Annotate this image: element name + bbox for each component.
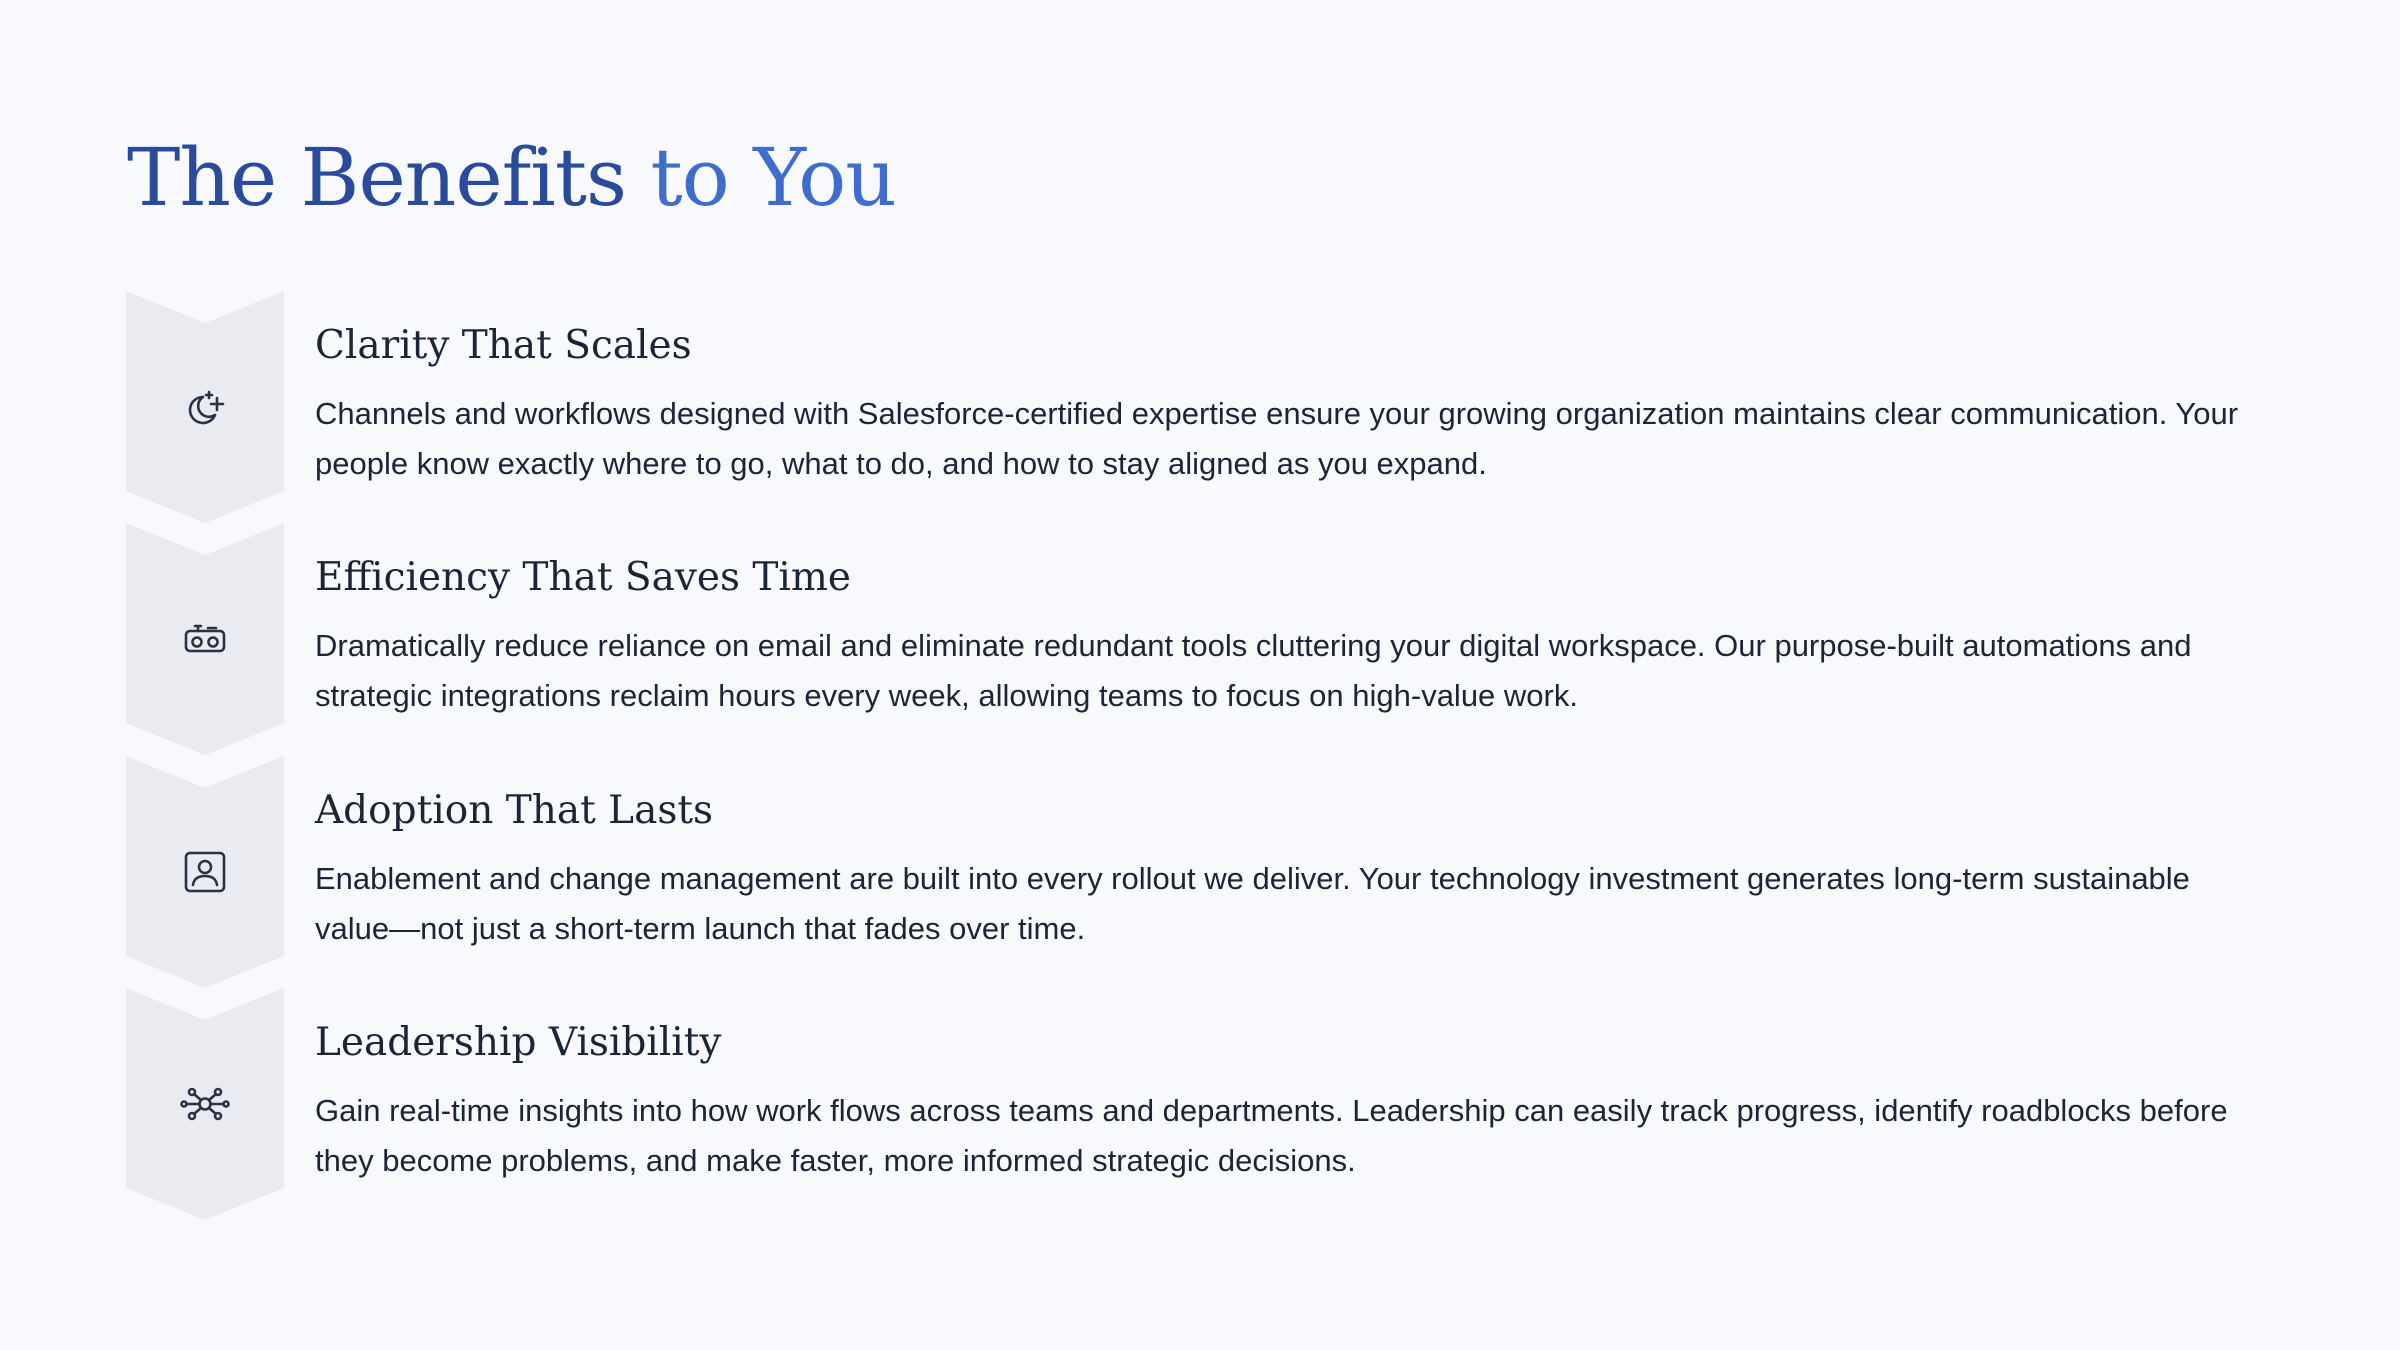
benefit-adoption: [126, 756, 2286, 988]
benefit-description: Channels and workflows designed with Salesforce-certified expertise ensure your growing organization maintains clear communication. Your people know exactly where to go, what to do, and how to stay aligned as you expand.: [315, 396, 2239, 481]
benefit-description: Dramatically reduce reliance on email and eliminate redundant tools cluttering your digital workspace. Our purpose-built automations and strategic integrations reclaim hours every week, allowing teams to focus on high-value work.: [315, 628, 2192, 713]
cassette-tape-icon: [179, 613, 231, 665]
moon-stars-icon: [179, 381, 231, 433]
benefit-clarity: [126, 291, 2286, 523]
benefit-leadership: [126, 988, 2286, 1220]
benefit-description: Enablement and change management are built into every rollout we deliver. Your technology investment generates long-term sustainable value—not just a short-term launch that fades over time.: [315, 861, 2190, 946]
page-title-accent: to You: [650, 131, 896, 224]
benefit-description: Gain real-time insights into how work flows across teams and departments. Leadership can easily track progress, identify roadblocks before they become problems, and make faster, more informed strategic decisions.: [315, 1093, 2228, 1178]
benefit-title: Efficiency That Saves Time: [315, 555, 851, 600]
page-title: [127, 126, 896, 230]
benefit-title: Adoption That Lasts: [315, 788, 714, 833]
benefit-efficiency: [126, 523, 2286, 755]
benefit-title: Clarity That Scales: [315, 323, 692, 368]
benefit-title: Leadership Visibility: [315, 1020, 722, 1065]
user-badge-icon: [179, 846, 231, 898]
page-title-primary: The Benefits: [127, 131, 627, 224]
network-hub-icon: [179, 1078, 231, 1130]
